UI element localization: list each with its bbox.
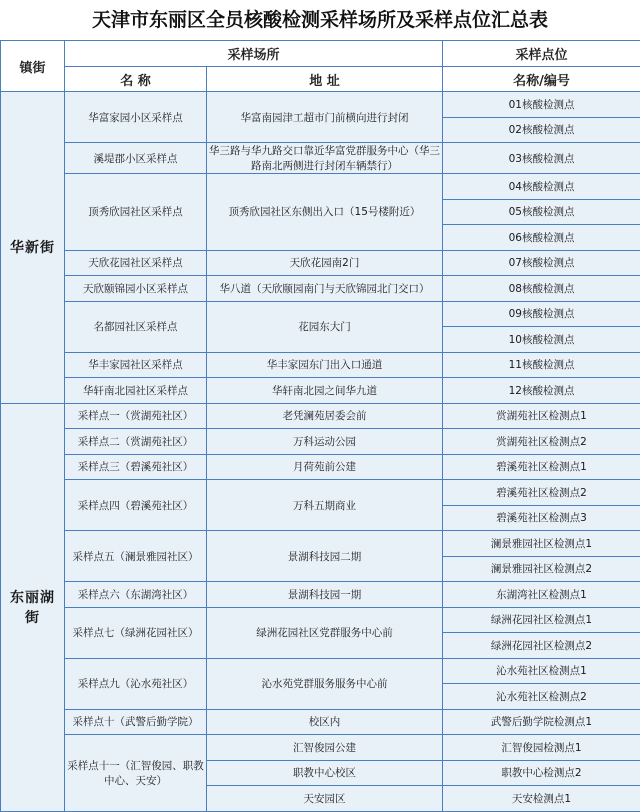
site-address: 景湖科技园一期 [207, 582, 443, 608]
sampling-point: 绿洲花园社区检测点2 [443, 633, 640, 659]
sampling-point: 12核酸检测点 [443, 378, 640, 404]
sampling-point: 10核酸检测点 [443, 327, 640, 353]
page-title: 天津市东丽区全员核酸检测采样场所及采样点位汇总表 [0, 0, 640, 40]
sampling-point: 汇智俊园检测点1 [443, 735, 640, 761]
site-address: 万科运动公园 [207, 429, 443, 455]
site-name: 采样点六（东湖湾社区） [65, 582, 207, 608]
sampling-point: 01核酸检测点 [443, 92, 640, 118]
site-address: 景湖科技园二期 [207, 531, 443, 582]
sampling-point: 碧溪苑社区检测点2 [443, 480, 640, 506]
site-address: 华轩南北园之间华九道 [207, 378, 443, 404]
table-row [1, 582, 640, 608]
site-address: 月荷苑前公建 [207, 454, 443, 480]
table-row [1, 454, 640, 480]
table-row [1, 658, 640, 684]
town-donglihu: 东丽湖街 [1, 403, 65, 811]
town-huaxin: 华新街 [1, 92, 65, 404]
sampling-point: 碧溪苑社区检测点1 [443, 454, 640, 480]
table-row [1, 709, 640, 735]
sampling-point: 09核酸检测点 [443, 301, 640, 327]
site-address: 万科五期商业 [207, 480, 443, 531]
site-name: 天欣花园社区采样点 [65, 250, 207, 276]
table-row [1, 250, 640, 276]
table-row [1, 92, 640, 118]
table-row [1, 735, 640, 761]
site-name: 华轩南北园社区采样点 [65, 378, 207, 404]
site-name: 采样点四（碧溪苑社区） [65, 480, 207, 531]
sampling-point: 06核酸检测点 [443, 225, 640, 251]
sampling-point: 绿洲花园社区检测点1 [443, 607, 640, 633]
sampling-point: 天安检测点1 [443, 786, 640, 812]
site-name: 采样点三（碧溪苑社区） [65, 454, 207, 480]
table-row [1, 403, 640, 429]
sampling-point: 沁水苑社区检测点2 [443, 684, 640, 710]
site-address: 天安园区 [207, 786, 443, 812]
header-point: 名称/编号 [443, 67, 640, 92]
site-address: 校区内 [207, 709, 443, 735]
sampling-point: 武警后勤学院检测点1 [443, 709, 640, 735]
site-address: 华三路与华九路交口靠近华富党群服务中心（华三路南北两侧进行封闭车辆禁行） [207, 143, 443, 174]
table-row [1, 378, 640, 404]
sampling-point: 11核酸检测点 [443, 352, 640, 378]
site-address: 沁水苑党群服务服务中心前 [207, 658, 443, 709]
sampling-point: 02核酸检测点 [443, 117, 640, 143]
sampling-point: 澜景雅园社区检测点2 [443, 556, 640, 582]
sampling-point: 03核酸检测点 [443, 143, 640, 174]
sampling-point: 职教中心检测点2 [443, 760, 640, 786]
site-address: 老凭澜苑居委会前 [207, 403, 443, 429]
site-address: 顶秀欣园社区东侧出入口（15号楼附近） [207, 174, 443, 251]
table-row [1, 143, 640, 174]
site-address: 汇智俊园公建 [207, 735, 443, 761]
table-row [1, 607, 640, 633]
site-name: 采样点十一（汇智俊园、职教中心、天安） [65, 735, 207, 812]
site-name: 采样点七（绿洲花园社区） [65, 607, 207, 658]
site-name: 天欣颐锦园小区采样点 [65, 276, 207, 302]
table-row [1, 531, 640, 557]
header-town: 镇街 [1, 41, 65, 92]
site-address: 华富南园津工超市门前横向进行封闭 [207, 92, 443, 143]
table-row [1, 480, 640, 506]
table-row [1, 174, 640, 200]
site-name: 采样点一（赏湖苑社区） [65, 403, 207, 429]
sampling-point: 碧溪苑社区检测点3 [443, 505, 640, 531]
site-name: 名都园社区采样点 [65, 301, 207, 352]
header-point-group: 采样点位 [443, 41, 640, 67]
sampling-point: 澜景雅园社区检测点1 [443, 531, 640, 557]
table-row [1, 429, 640, 455]
site-name: 顶秀欣园社区采样点 [65, 174, 207, 251]
site-name: 采样点二（赏湖苑社区） [65, 429, 207, 455]
table-row [1, 352, 640, 378]
sampling-point: 东湖湾社区检测点1 [443, 582, 640, 608]
site-name: 溪堤郡小区采样点 [65, 143, 207, 174]
sampling-point: 05核酸检测点 [443, 199, 640, 225]
sampling-point: 04核酸检测点 [443, 174, 640, 200]
sampling-point: 赏湖苑社区检测点1 [443, 403, 640, 429]
header-site-group: 采样场所 [65, 41, 443, 67]
site-name: 采样点五（澜景雅园社区） [65, 531, 207, 582]
site-name: 采样点九（沁水苑社区） [65, 658, 207, 709]
table-row [1, 276, 640, 302]
site-name: 华丰家园社区采样点 [65, 352, 207, 378]
site-address: 绿洲花园社区党群服务中心前 [207, 607, 443, 658]
table-row [1, 301, 640, 327]
sampling-point: 赏湖苑社区检测点2 [443, 429, 640, 455]
header-name: 名 称 [65, 67, 207, 92]
site-name: 华富家园小区采样点 [65, 92, 207, 143]
sampling-point: 沁水苑社区检测点1 [443, 658, 640, 684]
site-name: 采样点十（武警后勤学院） [65, 709, 207, 735]
site-address: 职教中心校区 [207, 760, 443, 786]
summary-table [0, 40, 640, 812]
site-address: 花园东大门 [207, 301, 443, 352]
site-address: 华丰家园东门出入口通道 [207, 352, 443, 378]
sampling-point: 07核酸检测点 [443, 250, 640, 276]
site-address: 天欣花园南2门 [207, 250, 443, 276]
sampling-point: 08核酸检测点 [443, 276, 640, 302]
site-address: 华八道（天欣颐园南门与天欣锦园北门交口） [207, 276, 443, 302]
header-address: 地 址 [207, 67, 443, 92]
